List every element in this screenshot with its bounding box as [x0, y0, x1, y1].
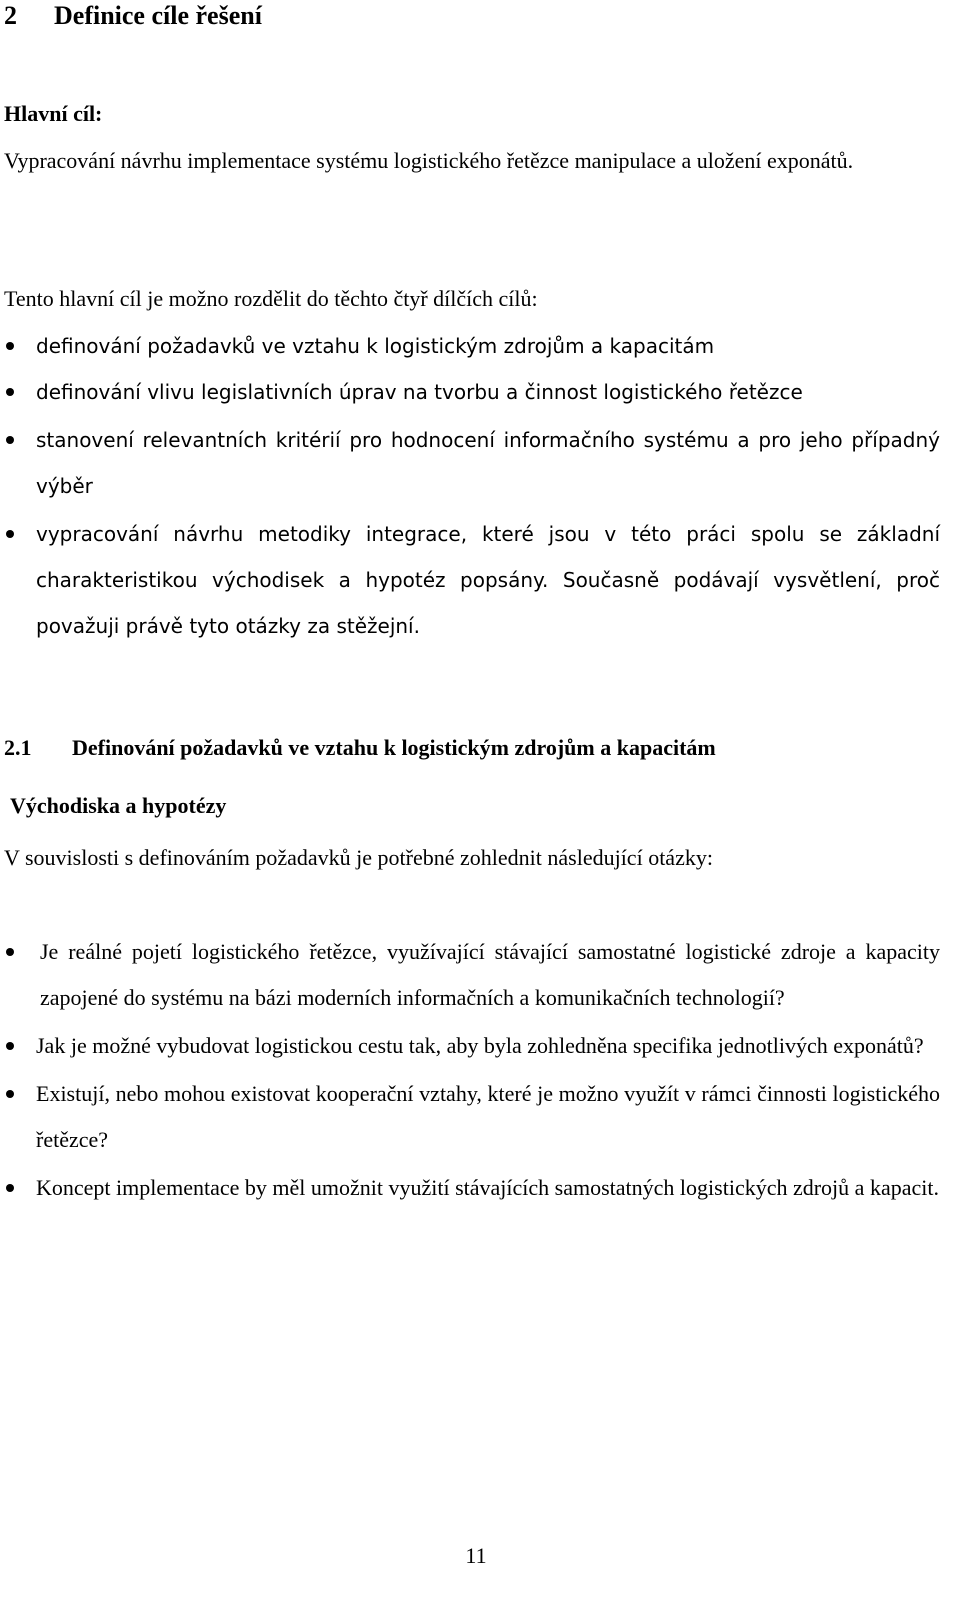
- list-item: [0, 369, 940, 415]
- main-goal-label: Hlavní cíl:: [4, 101, 103, 126]
- list-item-text: Koncept implementace by měl umožnit využití stávajících samostatných logistických zdrojů a kapacit.: [36, 1175, 939, 1200]
- bullet-icon: [6, 1090, 14, 1098]
- section-number: 2.1: [4, 735, 32, 760]
- bullet-icon: [6, 530, 14, 538]
- list-item-text: vypracování návrhu metodiky integrace, které jsou v této práci spolu se základní charakteristikou východisek a hypotéz popsány. Současně podávají vysvětlení, proč považuji právě tyto otázky za stěžejní.: [36, 522, 940, 638]
- list-item-text: stanovení relevantních kritérií pro hodnocení informačního systému a pro jeho případný výběr: [36, 428, 940, 498]
- subsection-heading: Východiska a hypotézy: [10, 793, 227, 818]
- bullet-icon: [6, 388, 14, 396]
- context-text: V souvislosti s definováním požadavků je potřebné zohlednit následující otázky:: [4, 845, 713, 870]
- chapter-number: 2: [4, 1, 17, 30]
- split-intro: [4, 276, 934, 322]
- list-item: [0, 1023, 940, 1069]
- goals-list: [0, 323, 940, 649]
- list-item-text: definování vlivu legislativních úprav na tvorbu a činnost logistického řetězce: [36, 380, 803, 404]
- main-goal-text: Vypracování návrhu implementace systému logistického řetězce manipulace a uložení exponátů.: [4, 148, 854, 173]
- bullet-icon: [6, 1184, 14, 1192]
- list-item: [0, 417, 940, 509]
- bullet-icon: [6, 436, 14, 444]
- split-intro-text: Tento hlavní cíl je možno rozdělit do těchto čtyř dílčích cílů:: [4, 286, 538, 311]
- list-item-text: Jak je možné vybudovat logistickou cestu tak, aby byla zohledněna specifika jednotlivých exponátů?: [36, 1033, 924, 1058]
- list-item-text: Existují, nebo mohou existovat kooperační vztahy, které je možno využít v rámci činnosti logistického řetězce?: [36, 1081, 940, 1152]
- list-item: [0, 323, 940, 369]
- section-heading: [4, 733, 716, 763]
- bullet-icon: [6, 1042, 14, 1050]
- bullet-icon: [6, 948, 14, 956]
- list-item: [0, 929, 940, 1021]
- list-item: [0, 1165, 940, 1211]
- list-item-text: definování požadavků ve vztahu k logistickým zdrojům a kapacitám: [36, 334, 715, 358]
- list-item: [0, 1071, 940, 1163]
- chapter-title: Definice cíle řešení: [54, 1, 262, 30]
- bullet-icon: [6, 342, 14, 350]
- list-item-text: Je reálné pojetí logistického řetězce, využívající stávající samostatné logistické zdroje a kapacity zapojené do systému na bázi moderních informačních a komunikačních technologií?: [40, 939, 940, 1010]
- page-number: 11: [465, 1543, 487, 1568]
- chapter-heading: [4, 0, 262, 32]
- section-title: Definování požadavků ve vztahu k logistickým zdrojům a kapacitám: [72, 735, 716, 760]
- questions-list: [0, 929, 940, 1211]
- list-item: [0, 511, 940, 649]
